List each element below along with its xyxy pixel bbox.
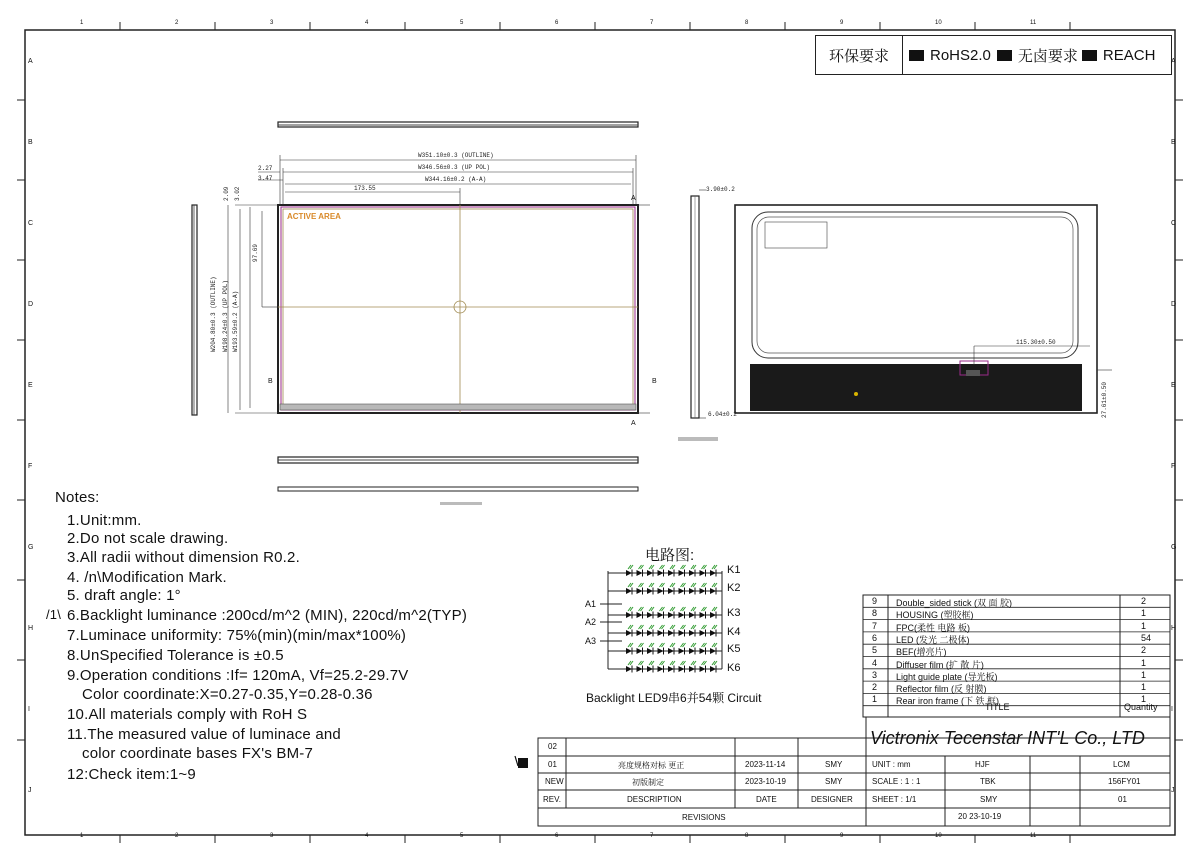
led-light-ray bbox=[660, 565, 665, 569]
cathode-k2: K2 bbox=[727, 582, 741, 594]
circuit-caption: Backlight LED9串6并54颗 Circuit bbox=[586, 691, 762, 705]
led-light-ray bbox=[670, 583, 675, 587]
led-diode-icon bbox=[689, 666, 695, 672]
led-diode-icon bbox=[700, 630, 706, 636]
bottom-edge-view bbox=[278, 457, 638, 505]
bom-qty-header: Quantity bbox=[1124, 702, 1158, 712]
border-column-number: 5 bbox=[460, 833, 464, 839]
led-diode-icon bbox=[637, 648, 643, 654]
bom-item-qty: 2 bbox=[1141, 645, 1147, 656]
eco-item-rohs: RoHS2.0 bbox=[909, 47, 991, 64]
border-column-number: 1 bbox=[80, 20, 84, 26]
led-light-ray bbox=[691, 661, 696, 665]
led-diode-icon bbox=[668, 612, 674, 618]
dim-side-27: 27.61±0.50 bbox=[1101, 381, 1108, 418]
border-column-number: 2 bbox=[175, 833, 179, 839]
led-diode-icon bbox=[637, 612, 643, 618]
led-light-ray bbox=[691, 625, 696, 629]
led-diode-icon bbox=[658, 630, 664, 636]
eco-item-reach: REACH bbox=[1082, 47, 1156, 64]
dim-thickness-bottom: 6.04±0.2 bbox=[708, 411, 737, 418]
note-11-cont: color coordinate bases FX's BM-7 bbox=[82, 745, 314, 762]
cathode-k1: K1 bbox=[727, 564, 741, 576]
led-diode-icon bbox=[647, 630, 653, 636]
note-12: 12:Check item:1~9 bbox=[67, 766, 196, 783]
cathode-k4: K4 bbox=[727, 626, 741, 638]
notes-title: Notes: bbox=[55, 489, 100, 506]
led-light-ray bbox=[628, 661, 633, 665]
bom-item-qty: 1 bbox=[1141, 620, 1147, 631]
rev-01-date: 2023-11-14 bbox=[745, 760, 786, 769]
led-diode-icon bbox=[658, 666, 664, 672]
led-diode-icon bbox=[679, 648, 685, 654]
dim-outline-width: W351.10±0.3 (OUTLINE) bbox=[418, 152, 494, 159]
top-edge-view bbox=[278, 122, 638, 127]
led-light-ray bbox=[670, 625, 675, 629]
border-row-letter: C bbox=[28, 220, 34, 227]
led-diode-icon bbox=[700, 612, 706, 618]
led-diode-icon bbox=[658, 612, 664, 618]
led-light-ray bbox=[649, 661, 654, 665]
led-diode-icon bbox=[679, 666, 685, 672]
revisions-footer: REVISIONS bbox=[682, 813, 726, 822]
note-11: 11.The measured value of luminace and bbox=[67, 726, 341, 743]
led-light-ray bbox=[691, 565, 696, 569]
bom-item-name: Reflector film (反 射膜) bbox=[896, 684, 987, 695]
bom-item-qty: 1 bbox=[1141, 682, 1147, 693]
note-6: 6.Backlight luminance :200cd/m^2 (MIN), 220cd/m^2(TYP) bbox=[67, 607, 468, 624]
led-light-ray bbox=[628, 643, 633, 647]
led-rows bbox=[608, 565, 722, 673]
company-name: Victronix Tecenstar INT'L Co., LTD bbox=[870, 728, 1145, 748]
led-diode-icon bbox=[679, 630, 685, 636]
border-column-number: 9 bbox=[840, 20, 844, 26]
border-row-letter: C bbox=[1171, 220, 1177, 227]
border-row-letter: F bbox=[1171, 463, 1176, 470]
drawn-by: HJF bbox=[975, 760, 990, 769]
bom-item-name: Double_sided stick (双 面 胶) bbox=[896, 598, 1013, 608]
bom-item-no: 4 bbox=[872, 657, 878, 668]
anode-a1: A1 bbox=[585, 599, 597, 609]
border-column-number: 1 bbox=[80, 833, 84, 839]
led-light-ray bbox=[681, 661, 686, 665]
rev-new-desc: 初版制定 bbox=[632, 778, 664, 787]
border-column-number: 8 bbox=[745, 833, 749, 839]
anode-a2: A2 bbox=[585, 617, 597, 627]
led-diode-icon bbox=[689, 630, 695, 636]
dim-up-pol-width: W346.56±0.3 (UP POL) bbox=[418, 164, 491, 171]
part-number: 156FY01 bbox=[1108, 777, 1141, 786]
led-diode-icon bbox=[689, 612, 695, 618]
led-light-ray bbox=[712, 661, 717, 665]
dim-347: 3.47 bbox=[258, 175, 273, 182]
back-view bbox=[735, 205, 1112, 413]
bom-item-no: 6 bbox=[872, 632, 878, 643]
dim-aa-width: W344.16±0.2 (A-A) bbox=[425, 176, 487, 183]
section-marker-b-left: B bbox=[268, 378, 273, 385]
led-light-ray bbox=[649, 643, 654, 647]
led-light-ray bbox=[712, 607, 717, 611]
led-diode-icon bbox=[710, 612, 716, 618]
border-row-letter: J bbox=[28, 787, 32, 794]
bom-item-qty: 1 bbox=[1141, 694, 1147, 705]
right-side-view bbox=[678, 190, 718, 441]
led-diode-icon bbox=[637, 570, 643, 576]
led-light-ray bbox=[712, 583, 717, 587]
bom-item-qty: 1 bbox=[1141, 669, 1147, 680]
section-marker-a-top: A bbox=[631, 195, 636, 202]
led-light-ray bbox=[628, 607, 633, 611]
border-row-letter: I bbox=[28, 706, 30, 713]
approved-by: SMY bbox=[980, 795, 998, 804]
led-light-ray bbox=[670, 643, 675, 647]
bom-item-no: 3 bbox=[872, 669, 878, 680]
led-light-ray bbox=[691, 643, 696, 647]
led-light-ray bbox=[691, 583, 696, 587]
led-light-ray bbox=[639, 607, 644, 611]
rev-new-designer: SMY bbox=[825, 777, 843, 786]
led-diode-icon bbox=[626, 666, 632, 672]
note-9: 9.Operation conditions :If= 120mA, Vf=25.2-29.7V bbox=[67, 667, 409, 684]
cathode-k3: K3 bbox=[727, 607, 741, 619]
led-light-ray bbox=[702, 565, 707, 569]
bom-item-no: 1 bbox=[872, 694, 878, 705]
led-light-ray bbox=[639, 643, 644, 647]
led-light-ray bbox=[670, 607, 675, 611]
led-diode-icon bbox=[658, 648, 664, 654]
dim-fpc-offset: 115.30±0.50 bbox=[1016, 339, 1056, 346]
border-column-number: 8 bbox=[745, 20, 749, 26]
led-diode-icon bbox=[647, 570, 653, 576]
dimension-lines bbox=[228, 155, 650, 413]
checked-square-icon bbox=[997, 50, 1012, 61]
led-light-ray bbox=[681, 607, 686, 611]
led-diode-icon bbox=[637, 666, 643, 672]
led-diode-icon bbox=[658, 588, 664, 594]
dim-outline-height: W204.80±0.3 (OUTLINE) bbox=[210, 276, 217, 352]
anode-a3: A3 bbox=[585, 636, 597, 646]
rev-marker-slash bbox=[515, 756, 518, 766]
dim-aa-height: W193.59±0.2 (A-A) bbox=[232, 290, 239, 352]
border-row-letter: E bbox=[1171, 382, 1176, 389]
led-diode-icon bbox=[668, 630, 674, 636]
bom-item-qty: 1 bbox=[1141, 657, 1147, 668]
note-2: 2.Do not scale drawing. bbox=[67, 530, 229, 547]
note-3: 3.All radii without dimension R0.2. bbox=[67, 549, 300, 566]
led-light-ray bbox=[628, 565, 633, 569]
rev-marker bbox=[518, 758, 528, 768]
led-light-ray bbox=[702, 607, 707, 611]
bom-item-name: Diffuser film (扩 散 片) bbox=[896, 659, 984, 670]
border-column-number: 10 bbox=[935, 20, 942, 26]
led-diode-icon bbox=[700, 570, 706, 576]
led-diode-icon bbox=[668, 666, 674, 672]
led-diode-icon bbox=[710, 570, 716, 576]
section-marker-a-bottom: A bbox=[631, 420, 636, 427]
sheet-field: SHEET : 1/1 bbox=[872, 795, 917, 804]
dim-302: 3.02 bbox=[234, 186, 241, 201]
bom-item-qty: 1 bbox=[1141, 608, 1147, 619]
led-diode-icon bbox=[647, 588, 653, 594]
led-diode-icon bbox=[710, 648, 716, 654]
led-diode-icon bbox=[710, 630, 716, 636]
led-light-ray bbox=[712, 643, 717, 647]
border-column-number: 3 bbox=[270, 20, 274, 26]
border-column-number: 4 bbox=[365, 20, 369, 26]
border-column-number: 9 bbox=[840, 833, 844, 839]
led-light-ray bbox=[649, 625, 654, 629]
led-light-ray bbox=[660, 625, 665, 629]
led-light-ray bbox=[639, 625, 644, 629]
border-row-letter: E bbox=[28, 382, 33, 389]
led-diode-icon bbox=[637, 588, 643, 594]
bom-item-no: 8 bbox=[872, 608, 878, 619]
circuit-title: 电路图: bbox=[645, 547, 695, 564]
unit-field: UNIT : mm bbox=[872, 760, 911, 769]
led-diode-icon bbox=[668, 588, 674, 594]
dim-209: 2.09 bbox=[223, 186, 230, 201]
rev-01-desc: 亮度规格对标 更正 bbox=[618, 761, 685, 770]
led-light-ray bbox=[702, 643, 707, 647]
led-light-ray bbox=[702, 661, 707, 665]
led-light-ray bbox=[670, 661, 675, 665]
checked-by: TBK bbox=[980, 777, 996, 786]
rev-01-designer: SMY bbox=[825, 760, 843, 769]
led-light-ray bbox=[670, 565, 675, 569]
note-8: 8.UnSpecified Tolerance is ±0.5 bbox=[67, 647, 284, 664]
led-light-ray bbox=[681, 625, 686, 629]
led-light-ray bbox=[712, 565, 717, 569]
bom-item-qty: 2 bbox=[1141, 596, 1147, 606]
current-rev: 01 bbox=[1118, 795, 1127, 804]
note-9-cont: Color coordinate:X=0.27-0.35,Y=0.28-0.36 bbox=[82, 686, 373, 703]
border-row-letter: D bbox=[28, 301, 34, 308]
issue-date: 20 23-10-19 bbox=[958, 812, 1002, 821]
led-diode-icon bbox=[710, 588, 716, 594]
dim-227: 2.27 bbox=[258, 165, 273, 172]
date-header: DATE bbox=[756, 795, 777, 804]
checked-square-icon bbox=[1082, 50, 1097, 61]
bom-item-no: 5 bbox=[872, 645, 878, 656]
border-column-number: 3 bbox=[270, 833, 274, 839]
note-10: 10.All materials comply with RoH S bbox=[67, 706, 308, 723]
led-light-ray bbox=[649, 607, 654, 611]
border-column-number: 2 bbox=[175, 20, 179, 26]
led-diode-icon bbox=[668, 570, 674, 576]
checked-square-icon bbox=[909, 50, 924, 61]
eco-item-halogen-free: 无卤要求 bbox=[997, 45, 1078, 66]
border-column-number: 11 bbox=[1030, 20, 1037, 26]
bom-item-no: 2 bbox=[872, 682, 878, 693]
rev-new: NEW bbox=[545, 777, 564, 786]
bom-item-no: 9 bbox=[872, 596, 878, 606]
led-diode-icon bbox=[689, 570, 695, 576]
rev-02: 02 bbox=[548, 742, 557, 751]
dim-up-pol-height: W198.24±0.3 (UP POL) bbox=[222, 279, 229, 352]
eco-label: 环保要求 bbox=[816, 36, 903, 74]
led-light-ray bbox=[660, 583, 665, 587]
led-light-ray bbox=[681, 583, 686, 587]
border-row-letter: D bbox=[1171, 301, 1177, 308]
desc-header: DESCRIPTION bbox=[627, 795, 682, 804]
led-diode-icon bbox=[626, 648, 632, 654]
led-diode-icon bbox=[647, 612, 653, 618]
border-column-number: 10 bbox=[935, 833, 942, 839]
led-light-ray bbox=[660, 643, 665, 647]
border-column-number: 7 bbox=[650, 833, 654, 839]
border-row-letter: I bbox=[1171, 706, 1173, 713]
section-marker-b-right: B bbox=[652, 378, 657, 385]
led-light-ray bbox=[660, 661, 665, 665]
note-7: 7.Luminace uniformity: 75%(min)(min/max*100%) bbox=[67, 627, 407, 644]
led-diode-icon bbox=[668, 648, 674, 654]
led-diode-icon bbox=[626, 612, 632, 618]
border-column-number: 5 bbox=[460, 20, 464, 26]
bom-item-name: HOUSING (塑胶框) bbox=[896, 610, 974, 621]
led-light-ray bbox=[702, 583, 707, 587]
led-light-ray bbox=[639, 661, 644, 665]
dim-173: 173.55 bbox=[354, 185, 376, 192]
bom-item-name: FPC(柔性 电路 板) bbox=[896, 622, 970, 633]
led-light-ray bbox=[712, 625, 717, 629]
border-row-letter: J bbox=[1171, 787, 1175, 794]
border-column-number: 6 bbox=[555, 833, 559, 839]
led-light-ray bbox=[639, 565, 644, 569]
led-diode-icon bbox=[679, 612, 685, 618]
bom-item-name: LED (发光 二极体) bbox=[896, 634, 970, 645]
border-row-letter: H bbox=[1171, 625, 1177, 632]
border-column-number: 11 bbox=[1030, 833, 1037, 839]
active-area-label: ACTIVE AREA bbox=[287, 212, 341, 221]
led-diode-icon bbox=[647, 648, 653, 654]
border-row-letter: G bbox=[28, 544, 34, 551]
rev-01: 01 bbox=[548, 760, 557, 769]
border-column-number: 6 bbox=[555, 20, 559, 26]
left-side-view bbox=[192, 205, 197, 415]
dim-thickness-top: 3.90±0.2 bbox=[706, 186, 735, 193]
eco-requirements-box bbox=[815, 35, 1172, 75]
led-diode-icon bbox=[626, 630, 632, 636]
product-type: LCM bbox=[1113, 760, 1130, 769]
note-1: 1.Unit:mm. bbox=[67, 512, 142, 529]
led-light-ray bbox=[702, 625, 707, 629]
bom-item-name: Light guide plate (导光板) bbox=[896, 671, 998, 682]
note-4: 4. /n\Modification Mark. bbox=[67, 569, 227, 586]
led-diode-icon bbox=[700, 588, 706, 594]
border-column-number: 7 bbox=[650, 20, 654, 26]
note-5: 5. draft angle: 1° bbox=[67, 587, 181, 604]
bom-item-no: 7 bbox=[872, 620, 878, 631]
border-row-letter: B bbox=[28, 139, 33, 146]
led-diode-icon bbox=[679, 588, 685, 594]
led-diode-icon bbox=[626, 588, 632, 594]
led-diode-icon bbox=[689, 588, 695, 594]
led-light-ray bbox=[681, 643, 686, 647]
led-diode-icon bbox=[647, 666, 653, 672]
modification-mark: /1\ bbox=[46, 607, 62, 622]
led-light-ray bbox=[628, 625, 633, 629]
bom-item-qty: 54 bbox=[1141, 632, 1152, 643]
border-column-number: 4 bbox=[365, 833, 369, 839]
border-row-letter: H bbox=[28, 625, 34, 632]
led-diode-icon bbox=[689, 648, 695, 654]
bom-item-name: Rear iron frame (下 铁 框) bbox=[896, 696, 1000, 707]
led-light-ray bbox=[649, 583, 654, 587]
led-diode-icon bbox=[626, 570, 632, 576]
cathode-k5: K5 bbox=[727, 643, 741, 655]
border-row-letter: F bbox=[28, 463, 33, 470]
border-row-letter: G bbox=[1171, 544, 1177, 551]
led-light-ray bbox=[649, 565, 654, 569]
front-view bbox=[278, 205, 638, 413]
led-diode-icon bbox=[637, 630, 643, 636]
cathode-k6: K6 bbox=[727, 662, 741, 674]
bom-title-header: TITLE bbox=[985, 702, 1010, 712]
rev-header: REV. bbox=[543, 795, 561, 804]
led-diode-icon bbox=[658, 570, 664, 576]
led-diode-icon bbox=[700, 666, 706, 672]
border-row-letter: A bbox=[1171, 58, 1176, 65]
border-row-letter: B bbox=[1171, 139, 1176, 146]
led-light-ray bbox=[681, 565, 686, 569]
rev-new-date: 2023-10-19 bbox=[745, 777, 786, 786]
dim-9769: 97.69 bbox=[252, 243, 259, 262]
led-diode-icon bbox=[700, 648, 706, 654]
led-diode-icon bbox=[710, 666, 716, 672]
border-row-letter: A bbox=[28, 58, 33, 65]
designer-header: DESIGNER bbox=[811, 795, 853, 804]
led-light-ray bbox=[691, 607, 696, 611]
led-diode-icon bbox=[679, 570, 685, 576]
led-light-ray bbox=[660, 607, 665, 611]
bom-item-name: BEF(增亮片) bbox=[896, 647, 947, 658]
led-light-ray bbox=[639, 583, 644, 587]
scale-field: SCALE : 1 : 1 bbox=[872, 777, 921, 786]
led-light-ray bbox=[628, 583, 633, 587]
